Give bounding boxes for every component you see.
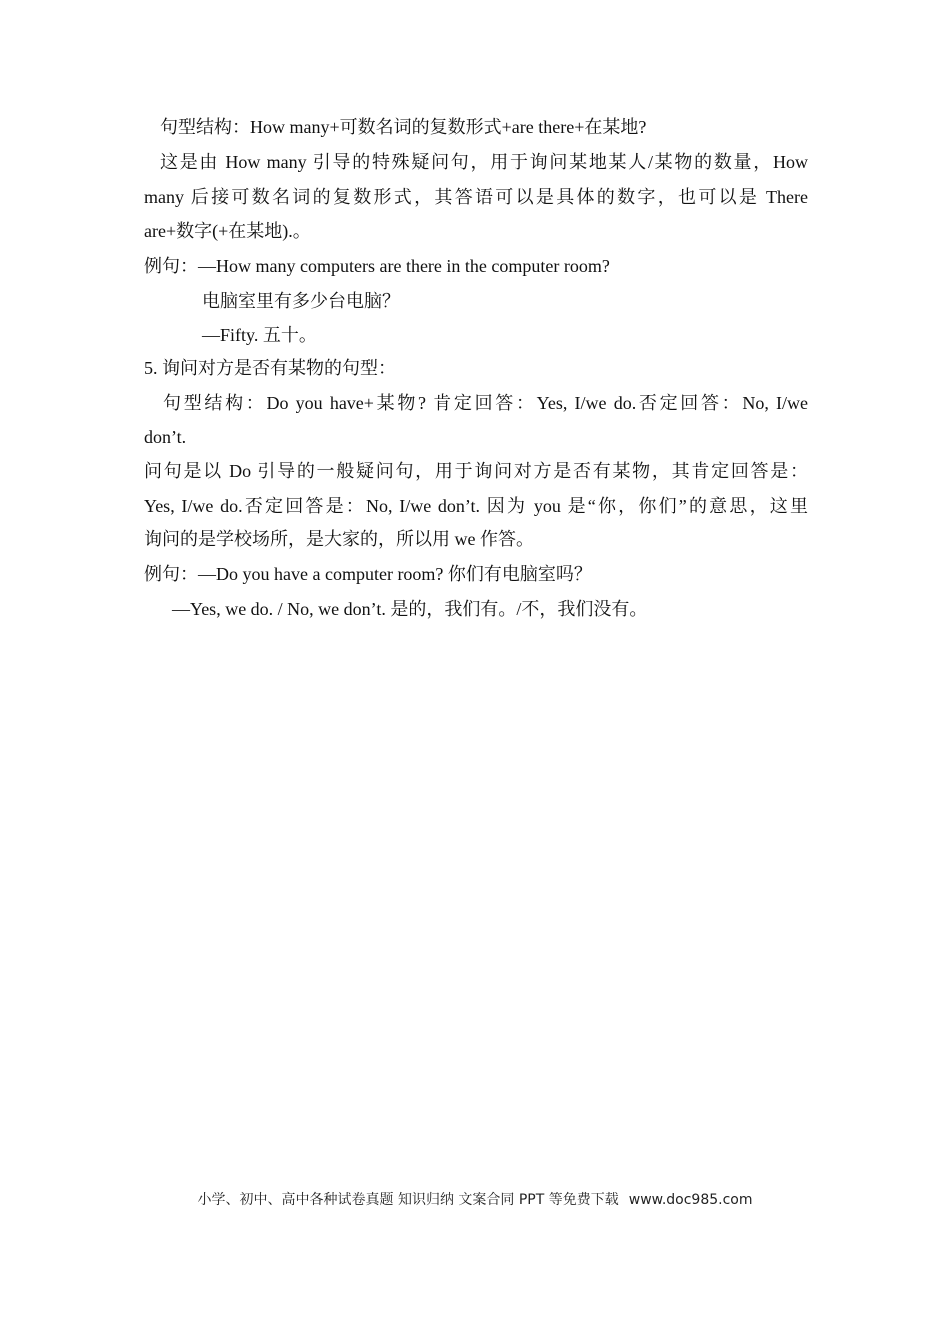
page-footer: [0, 1188, 950, 1212]
text-line-sentence-structure-2-cont: don’t.: [144, 427, 187, 447]
text-line-example-1-question: 例句：—How many computers are there in the computer room?: [144, 256, 610, 276]
text-line-explanation-5: Yes, I/we do.否定回答是：No, I/we don’t. 因为 you 是“你，你们”的意思，这里: [144, 496, 808, 516]
text-line-explanation-6: 询问的是学校场所，是大家的，所以用 we 作答。: [144, 529, 534, 549]
text-line-explanation-2: many 后接可数名词的复数形式，其答语可以是具体的数字，也可以是 There: [144, 187, 808, 207]
text-line-example-2-question: 例句：—Do you have a computer room? 你们有电脑室吗？: [144, 564, 592, 584]
text-line-explanation-1: 这是由 How many 引导的特殊疑问句，用于询问某地某人/某物的数量，How: [160, 152, 808, 172]
text-line-explanation-4: 问句是以 Do 引导的一般疑问句，用于询问对方是否有某物，其肯定回答是：: [144, 461, 808, 481]
text-line-example-2-answer: —Yes, we do. / No, we don’t. 是的，我们有。/不，我们没有。: [172, 599, 648, 619]
section-heading-5: 5. 询问对方是否有某物的句型：: [144, 358, 396, 378]
footer-url[interactable]: www.doc985.com: [628, 1192, 753, 1208]
text-line-explanation-3: are+数字(+在某地).。: [144, 221, 311, 241]
text-line-example-1-answer: —Fifty. 五十。: [202, 325, 317, 345]
footer-text: 小学、初中、高中各种试卷真题 知识归纳 文案合同 PPT 等免费下载: [197, 1192, 619, 1208]
text-line-example-1-translation: 电脑室里有多少台电脑？: [202, 291, 400, 311]
text-line-sentence-structure-1: 句型结构：How many+可数名词的复数形式+are there+在某地?: [160, 117, 647, 137]
text-line-sentence-structure-2: 句型结构：Do you have+某物? 肯定回答：Yes, I/we do.否定回答：No, I/we: [163, 393, 808, 413]
